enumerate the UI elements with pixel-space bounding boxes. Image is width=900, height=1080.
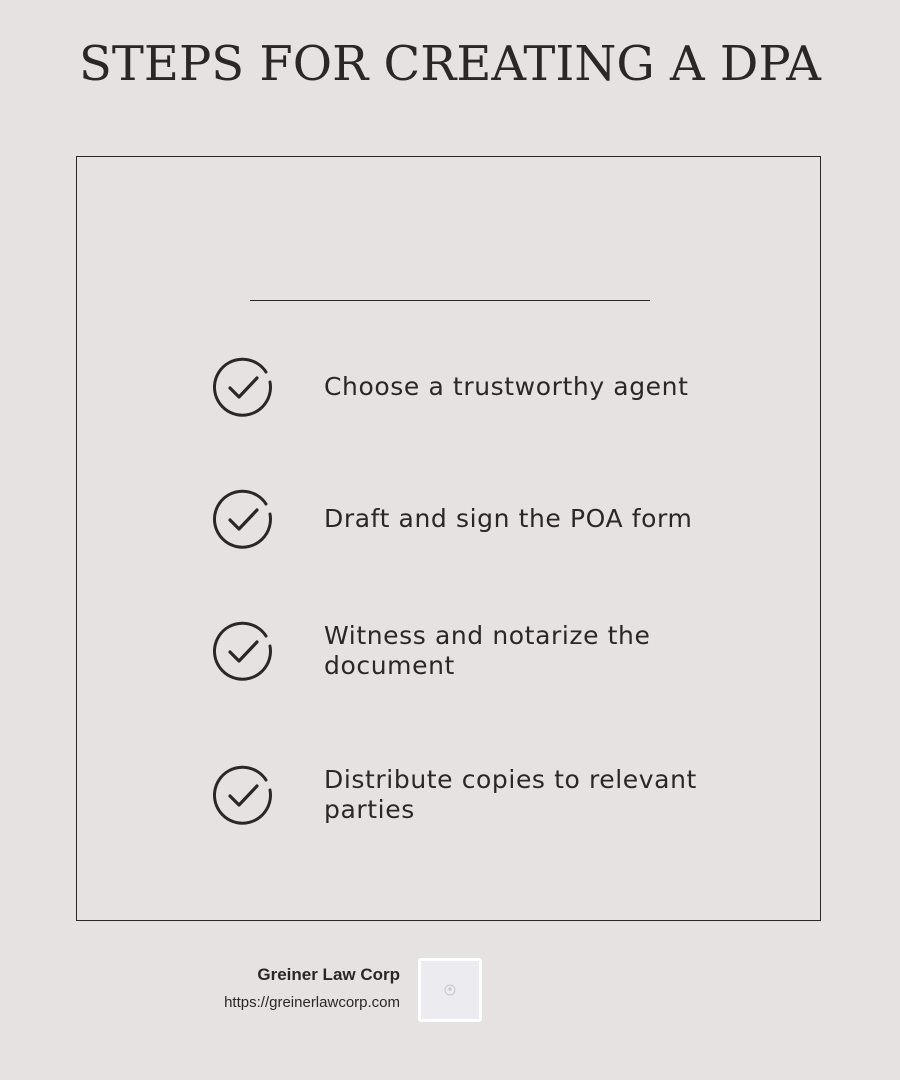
step-label: Choose a trustworthy agent (324, 372, 689, 401)
divider (250, 300, 650, 301)
step-label: Draft and sign the POA form (324, 504, 693, 533)
step-label: Distribute copies to relevant parties (324, 765, 697, 824)
step-3 (212, 620, 744, 682)
footer-brand (224, 963, 400, 1014)
step-1 (212, 356, 744, 418)
check-circle-icon (212, 620, 274, 682)
step-2 (212, 488, 744, 550)
brand-logo-tile (418, 958, 482, 1022)
check-circle-icon (212, 488, 274, 550)
check-circle-icon (212, 764, 274, 826)
step-4 (212, 764, 744, 826)
step-label: Witness and notarize the document (324, 621, 651, 680)
page-title: STEPS FOR CREATING A DPA (79, 36, 821, 92)
brand-url-link[interactable]: https://greinerlawcorp.com (224, 994, 400, 1011)
check-circle-icon (212, 356, 274, 418)
brand-logo-icon (443, 983, 457, 997)
brand-name: Greiner Law Corp (257, 965, 400, 984)
